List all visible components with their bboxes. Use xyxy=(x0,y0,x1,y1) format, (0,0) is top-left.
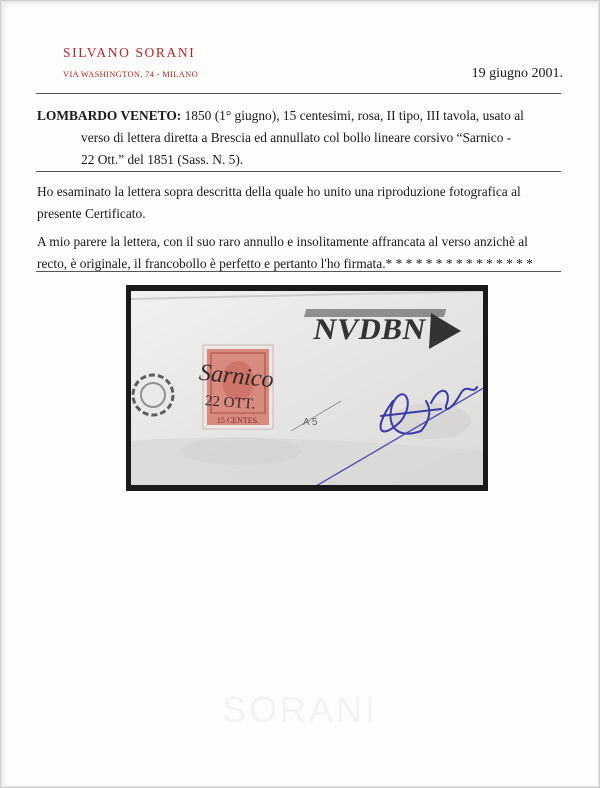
examination-line-2: presente Certificato. xyxy=(37,206,146,221)
lot-line-2: verso di lettera diretta a Brescia ed annullato col bollo lineare corsivo “Sarnico - xyxy=(81,130,512,145)
cancel-place: Sarnico xyxy=(197,359,275,394)
lot-line-1-text: 1850 (1° giugno), 15 centesimi, rosa, II tipo, III tavola, usato al xyxy=(181,108,524,123)
lot-heading: LOMBARDO VENETO: xyxy=(37,108,182,123)
divider xyxy=(36,93,561,94)
firm-name: SILVANO SORANI xyxy=(63,45,196,60)
certificate-date: 19 giugno 2001. xyxy=(471,66,563,81)
lot-line-1 xyxy=(37,105,567,127)
examination-paragraph xyxy=(37,181,567,225)
lot-description xyxy=(37,105,567,171)
cancel-date: 22 OTT. xyxy=(204,393,256,413)
cover-image xyxy=(131,291,483,485)
lot-line-3: 22 Ott.” del 1851 (Sass. N. 5). xyxy=(81,152,244,167)
divider xyxy=(36,271,561,272)
black-postmark xyxy=(304,309,461,349)
stamp-value: 15 CENTES. xyxy=(216,416,260,425)
cover-photograph xyxy=(131,291,483,485)
opinion-line-1: A mio parere la lettera, con il suo raro annullo e insolitamente affrancata al verso anzichè al xyxy=(37,234,528,249)
examination-line-1: Ho esaminato la lettera sopra descritta della quale ho unito una riproduzione fotografica al xyxy=(37,184,521,199)
watermark: SORANI xyxy=(221,689,379,730)
letterhead xyxy=(63,45,198,79)
paper-smudge xyxy=(181,437,301,465)
svg-text:NVDBN: NVDBN xyxy=(311,312,429,346)
pencil-note-text: A 5 xyxy=(303,417,318,428)
firm-address: VIA WASHINGTON, 74 - MILANO xyxy=(63,69,199,79)
opinion-line-2: recto, è originale, il francobollo è perfetto e pertanto l'ho firmata.* * * * * * * * * * * * * * * xyxy=(37,256,533,271)
opinion-paragraph xyxy=(37,231,567,275)
divider xyxy=(36,171,561,172)
